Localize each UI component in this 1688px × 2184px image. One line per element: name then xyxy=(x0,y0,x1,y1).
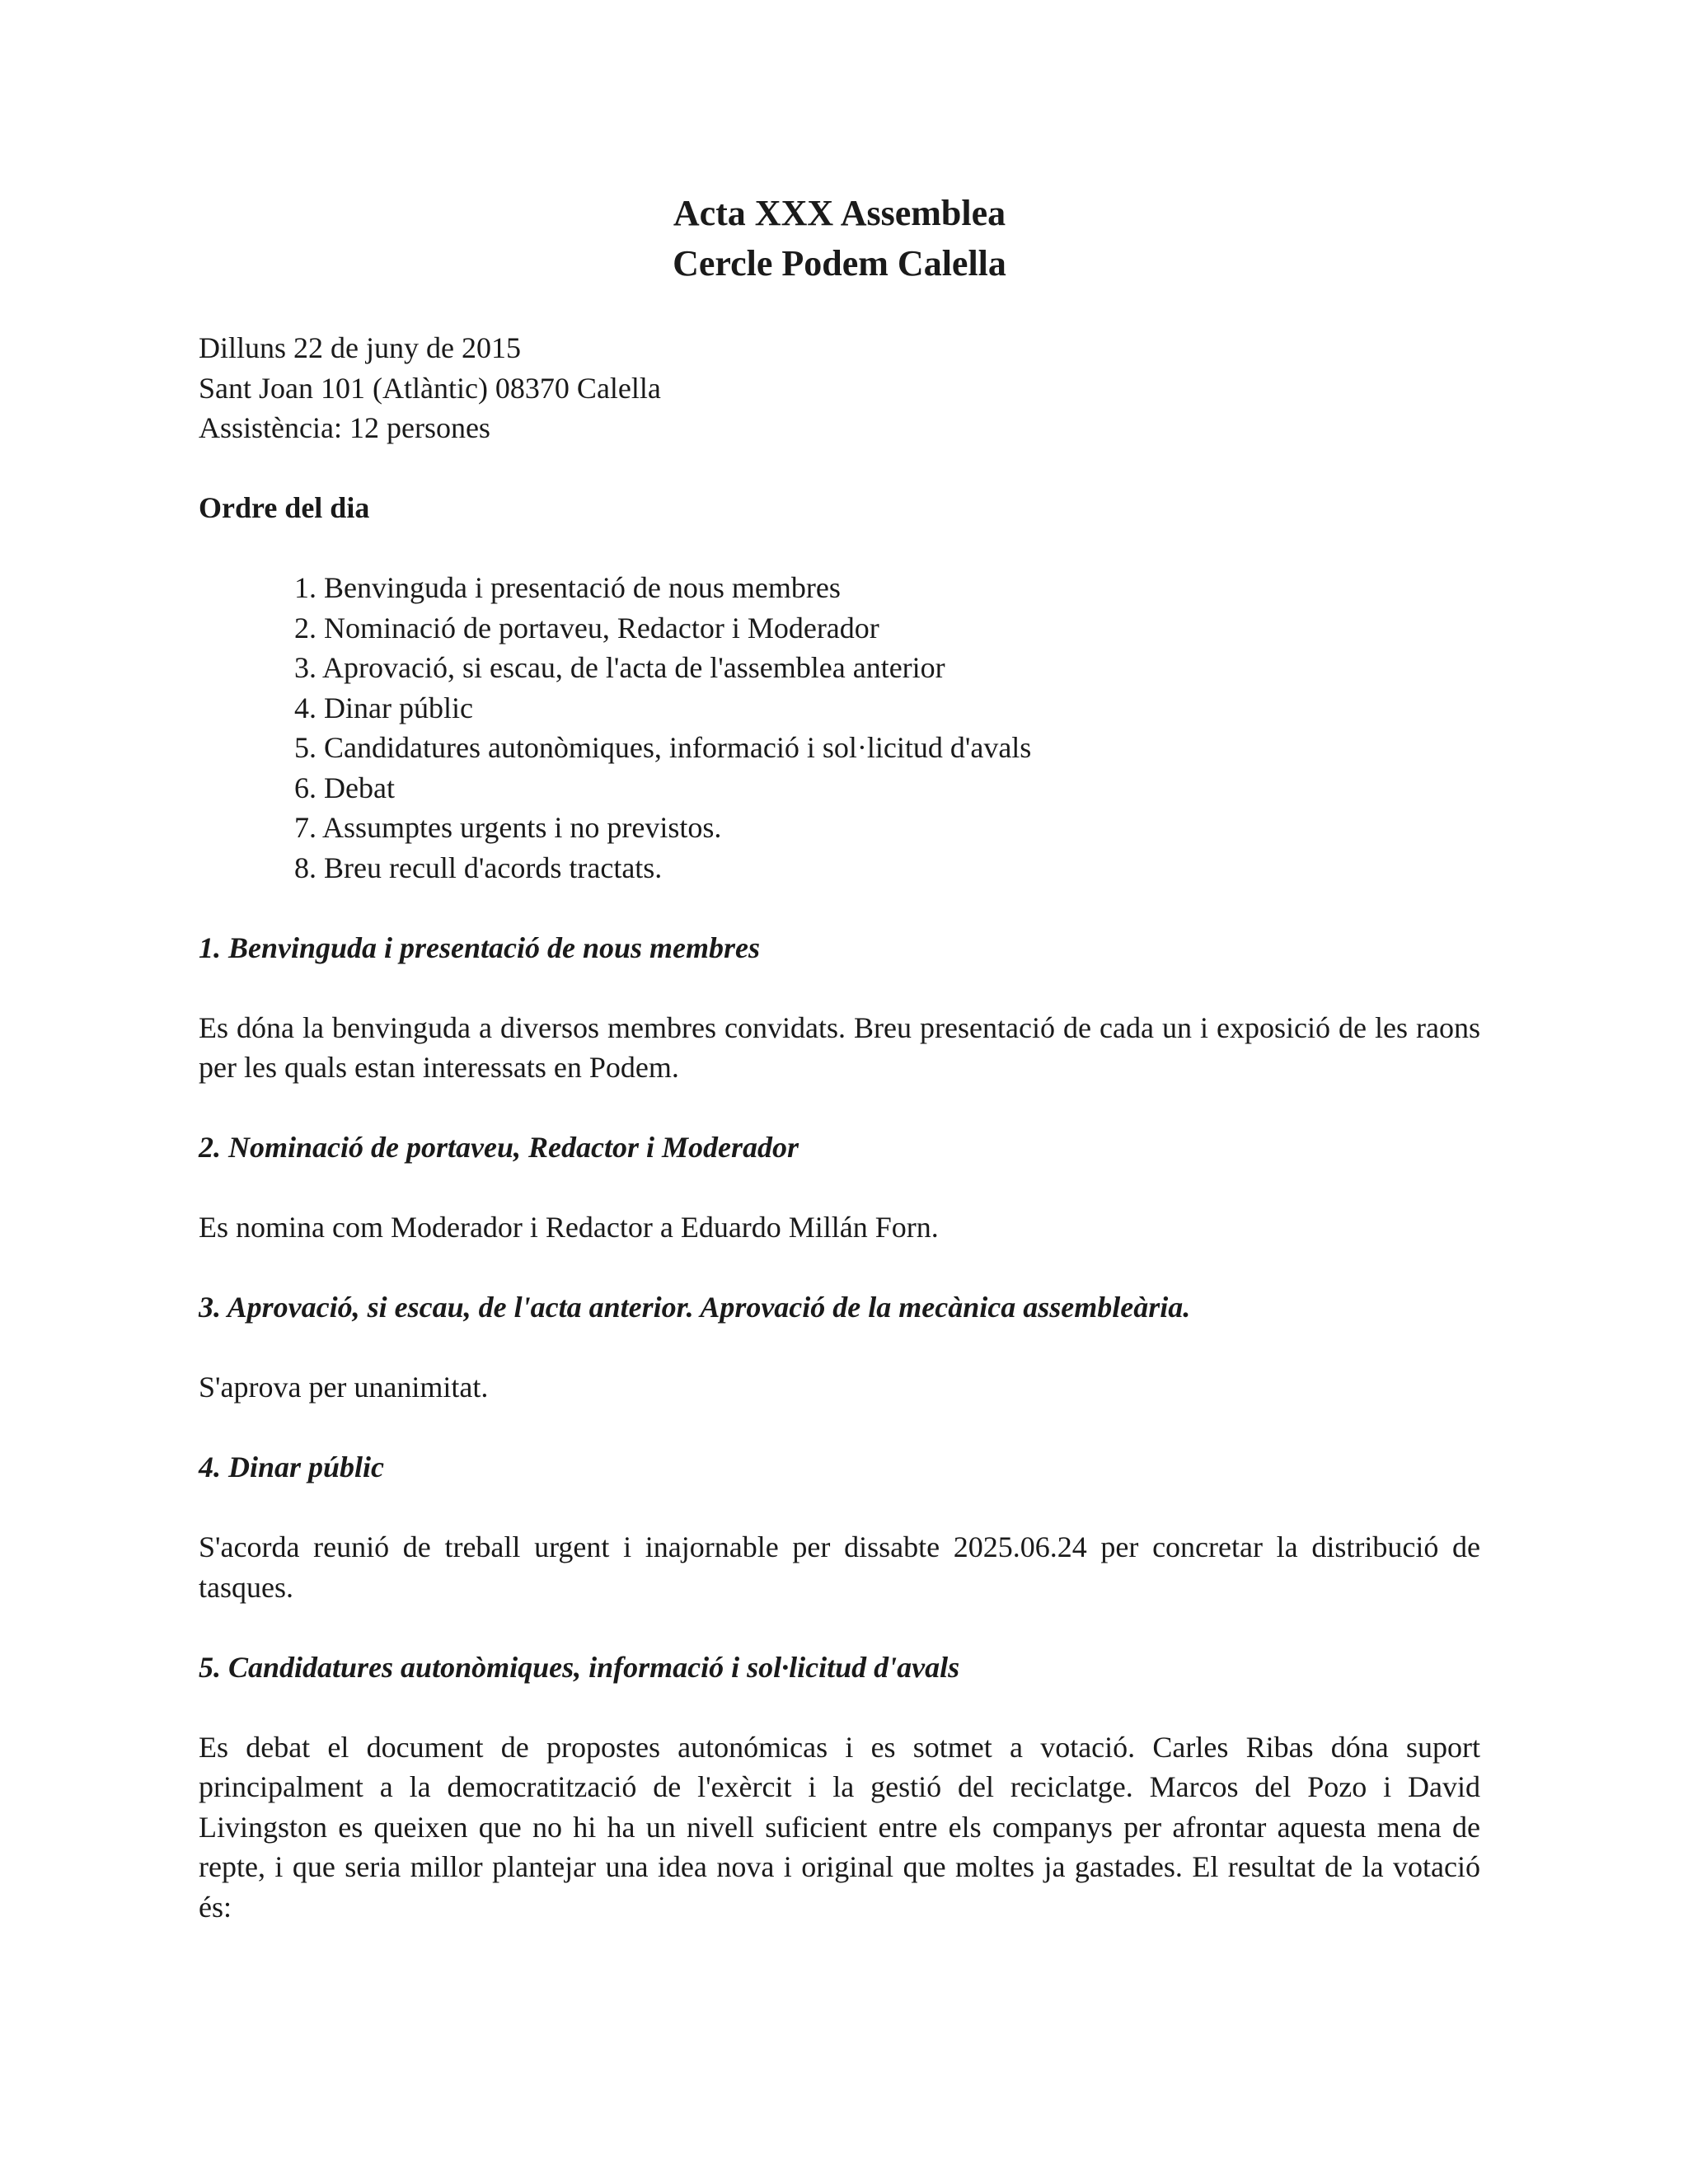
section-heading: 2. Nominació de portaveu, Redactor i Moderador xyxy=(199,1131,799,1164)
agenda-list xyxy=(199,568,1480,888)
document-page xyxy=(199,188,1480,1967)
agenda-item: 1. Benvinguda i presentació de nous membres xyxy=(294,571,841,604)
section-heading: 4. Dinar públic xyxy=(199,1451,385,1483)
section-body: Es dóna la benvinguda a diversos membres convidats. Breu presentació de cada un i exposició de les raons per les quals estan interessats en Podem. xyxy=(199,1010,1480,1084)
section-heading: 5. Candidatures autonòmiques, informació i sol·licitud d'avals xyxy=(199,1650,960,1684)
section-heading: 3. Aprovació, si escau, de l'acta anterior. Aprovació de la mecànica assembleària. xyxy=(199,1291,1191,1324)
meeting-info xyxy=(199,328,1480,448)
agenda-heading: Ordre del dia xyxy=(199,491,370,524)
section-heading: 1. Benvinguda i presentació de nous membres xyxy=(199,930,761,964)
agenda-item: 3. Aprovació, si escau, de l'acta de l'assemblea anterior xyxy=(294,651,945,684)
title-line-2: Cercle Podem Calella xyxy=(673,243,1006,284)
agenda-item: 2. Nominació de portaveu, Redactor i Moderador xyxy=(294,611,879,644)
meeting-date: Dilluns 22 de juny de 2015 xyxy=(199,331,521,364)
agenda-item: 4. Dinar públic xyxy=(294,691,473,724)
section-body: S'aprova per unanimitat. xyxy=(199,1371,489,1404)
meeting-attendance: Assistència: 12 persones xyxy=(199,411,490,444)
section-body: Es debat el document de propostes autonómicas i es sotmet a votació. Carles Ribas dóna suport principalment a la democratització de l'exèrcit i la gestió del reciclatge. Marcos del Pozo i David Livingston es queixen que no hi ha un nivell suficient entre els companys per afrontar aquesta mena de repte, i que seria millor plantejar una idea nova i original que moltes ja gastades. El resultat de la votació és: xyxy=(199,1730,1480,1924)
document-title xyxy=(199,188,1480,288)
meeting-address: Sant Joan 101 (Atlàntic) 08370 Calella xyxy=(199,371,661,405)
section-body: S'acorda reunió de treball urgent i inajornable per dissabte 2025.06.24 per concretar la distribució de tasques. xyxy=(199,1530,1480,1604)
title-line-1: Acta XXX Assemblea xyxy=(673,193,1006,233)
agenda-item: 6. Debat xyxy=(294,771,395,804)
agenda-item: 5. Candidatures autonòmiques, informació i sol·licitud d'avals xyxy=(294,731,1032,764)
agenda-item: 8. Breu recull d'acords tractats. xyxy=(294,851,663,884)
section-body: Es nomina com Moderador i Redactor a Eduardo Millán Forn. xyxy=(199,1211,939,1244)
agenda-item: 7. Assumptes urgents i no previstos. xyxy=(294,811,722,844)
